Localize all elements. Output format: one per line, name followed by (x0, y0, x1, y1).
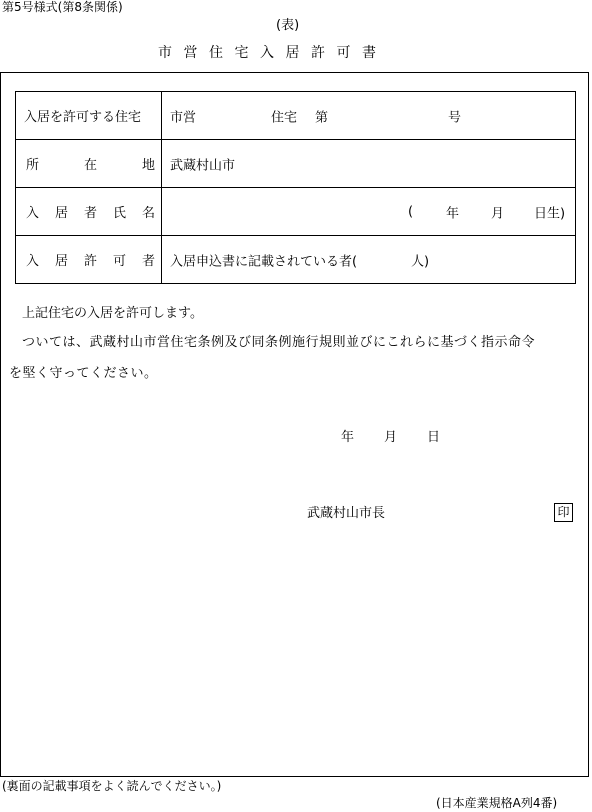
reverse-side-note: (裏面の記載事項をよく読んでください。) (2, 779, 222, 793)
value-permitted-count: 人) (411, 254, 430, 269)
value-location (162, 140, 576, 188)
value-birth-year: 年 (446, 206, 460, 221)
value-jutaku: 住宅 (271, 110, 298, 125)
label-housing-text: 入居を許可する住宅 (24, 110, 142, 125)
table-row-resident-name (16, 188, 576, 236)
table-row-permitted (16, 236, 576, 284)
label-char: 許 (83, 254, 97, 269)
value-resident-name (162, 188, 576, 236)
date-day: 日 (427, 430, 441, 445)
label-permitted (16, 236, 162, 284)
table-row-housing (16, 92, 576, 140)
value-shiei: 市営 (170, 110, 197, 125)
label-char: 入 (26, 206, 40, 221)
mayor-title: 武蔵村山市長 (307, 506, 386, 521)
label-char: 居 (54, 254, 68, 269)
value-permitted-text: 入居申込書に記載されている者( (170, 254, 358, 269)
label-resident-name (16, 188, 162, 236)
label-char: 在 (83, 158, 97, 173)
value-go: 号 (448, 110, 462, 125)
label-char: 所 (26, 158, 40, 173)
label-char: 地 (141, 158, 155, 173)
value-paren-open: ( (408, 204, 414, 219)
label-char: 氏 (112, 206, 126, 221)
issue-date (341, 431, 440, 444)
paper-standard-note: (日本産業規格A列4番) (436, 796, 558, 810)
label-char: 名 (141, 206, 155, 221)
date-year: 年 (341, 430, 355, 445)
label-char: 者 (83, 206, 97, 221)
value-location-text: 武蔵村山市 (170, 158, 236, 173)
label-housing (16, 92, 162, 140)
value-birth-day: 日生) (534, 206, 566, 221)
label-char: 者 (141, 254, 155, 269)
document-title: 市営住宅入居許可書 (158, 45, 388, 61)
compliance-statement-line1: ついては、武蔵村山市営住宅条例及び同条例施行規則並びにこれらに基づく指示命令 (22, 335, 536, 350)
value-dai: 第 (315, 110, 329, 125)
label-char: 居 (54, 206, 68, 221)
front-side-marker: (表) (276, 18, 300, 33)
compliance-statement-line2: を堅く守ってください。 (9, 366, 158, 381)
value-birth-month: 月 (491, 206, 505, 221)
label-char: 可 (112, 254, 126, 269)
permission-statement: 上記住宅の入居を許可します。 (22, 306, 203, 321)
seal-mark: 印 (554, 503, 573, 522)
date-month: 月 (384, 430, 398, 445)
table-row-location (16, 140, 576, 188)
form-number: 第5号様式(第8条関係) (2, 0, 123, 14)
label-location (16, 140, 162, 188)
label-char: 入 (26, 254, 40, 269)
permit-info-table (15, 91, 576, 284)
value-permitted (162, 236, 576, 284)
value-housing (162, 92, 576, 140)
